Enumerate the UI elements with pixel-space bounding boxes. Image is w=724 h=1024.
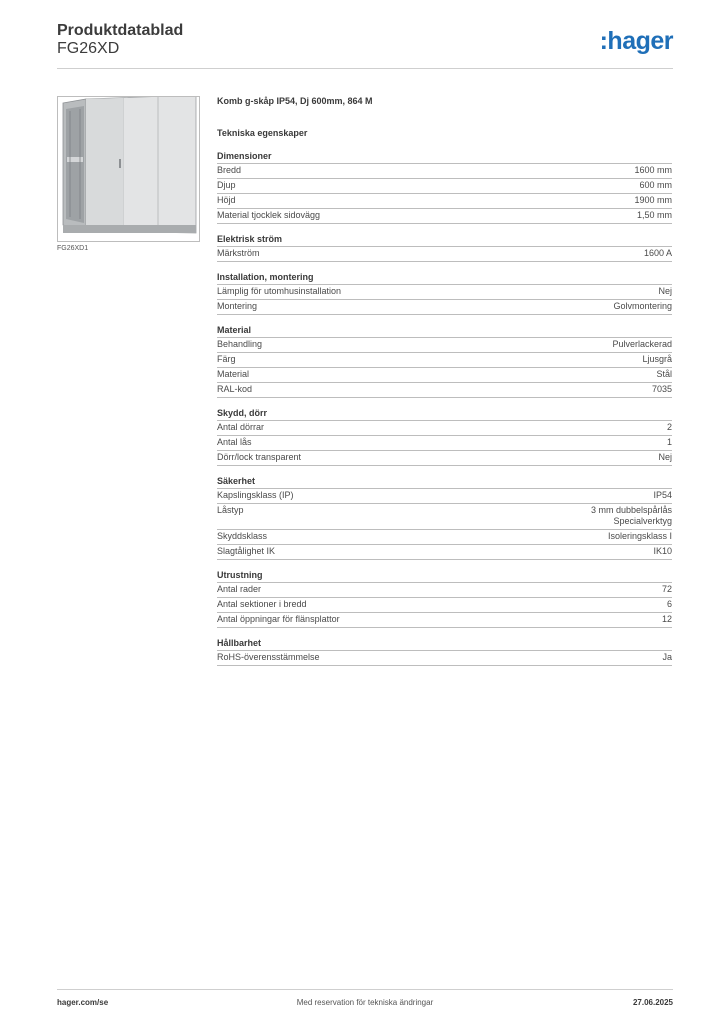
spec-value bbox=[662, 614, 672, 625]
spec-value bbox=[662, 584, 672, 595]
spec-row bbox=[217, 451, 672, 466]
spec-value bbox=[644, 248, 672, 259]
spec-label: Montering bbox=[217, 301, 258, 311]
spec-value-line: Ja bbox=[662, 652, 672, 662]
spec-value bbox=[656, 369, 672, 380]
spec-value bbox=[613, 301, 672, 312]
spec-row bbox=[217, 164, 672, 179]
spec-content bbox=[217, 95, 672, 666]
section-title: Hållbarhet bbox=[217, 638, 672, 651]
spec-value-line: IK10 bbox=[653, 546, 672, 556]
product-description: Komb g-skåp IP54, Dj 600mm, 864 M bbox=[217, 96, 373, 106]
hager-logo: :hager bbox=[599, 27, 673, 55]
technical-properties-heading: Tekniska egenskaper bbox=[217, 128, 308, 138]
spec-label: Material bbox=[217, 369, 250, 379]
spec-label: Djup bbox=[217, 180, 236, 190]
spec-value-line: Nej bbox=[658, 286, 672, 296]
spec-section bbox=[217, 234, 672, 262]
spec-value bbox=[667, 422, 672, 433]
spec-row bbox=[217, 583, 672, 598]
spec-section bbox=[217, 570, 672, 628]
spec-value-line: 1600 mm bbox=[634, 165, 672, 175]
spec-label: Slagtålighet IK bbox=[217, 546, 276, 556]
section-title: Utrustning bbox=[217, 570, 672, 583]
footer-date: 27.06.2025 bbox=[632, 998, 673, 1007]
spec-value bbox=[667, 437, 672, 448]
spec-value-line: 6 bbox=[666, 599, 672, 609]
spec-label: Bredd bbox=[217, 165, 242, 175]
spec-value-line: 7035 bbox=[651, 384, 672, 394]
footer-website[interactable]: hager.com/se bbox=[57, 998, 109, 1007]
spec-row bbox=[217, 504, 672, 530]
spec-value bbox=[652, 384, 672, 395]
spec-section bbox=[217, 272, 672, 315]
spec-value bbox=[662, 652, 672, 663]
section-title: Material bbox=[217, 325, 672, 338]
spec-row bbox=[217, 194, 672, 209]
section-title: Elektrisk ström bbox=[217, 234, 672, 247]
spec-value bbox=[653, 546, 672, 557]
spec-label: Höjd bbox=[217, 195, 236, 205]
spec-value-line: 1900 mm bbox=[634, 195, 672, 205]
spec-value-line: 1600 A bbox=[643, 248, 672, 258]
spec-value bbox=[634, 195, 672, 206]
spec-label: Färg bbox=[217, 354, 236, 364]
spec-row bbox=[217, 179, 672, 194]
spec-value-line: Isoleringsklass I bbox=[607, 531, 672, 541]
spec-label: Skyddsklass bbox=[217, 531, 268, 541]
spec-value bbox=[634, 165, 672, 176]
spec-row bbox=[217, 353, 672, 368]
spec-value-line: 12 bbox=[661, 614, 672, 624]
spec-value-line: 600 mm bbox=[639, 180, 672, 190]
header-divider bbox=[57, 68, 673, 69]
spec-section bbox=[217, 476, 672, 560]
image-caption: FG26XD1 bbox=[57, 245, 89, 252]
spec-label: Märkström bbox=[217, 248, 260, 258]
spec-label: RAL-kod bbox=[217, 384, 253, 394]
cabinet-illustration bbox=[58, 97, 199, 241]
spec-row bbox=[217, 338, 672, 353]
spec-row bbox=[217, 613, 672, 628]
spec-value-line: 2 bbox=[666, 422, 672, 432]
spec-value-line: Stål bbox=[656, 369, 672, 379]
spec-row bbox=[217, 383, 672, 398]
spec-label: Antal dörrar bbox=[217, 422, 265, 432]
spec-section bbox=[217, 151, 672, 224]
spec-label: RoHS-överensstämmelse bbox=[217, 652, 320, 662]
spec-label: Behandling bbox=[217, 339, 263, 349]
spec-value-line: Nej bbox=[658, 452, 672, 462]
spec-row bbox=[217, 209, 672, 224]
spec-value bbox=[642, 354, 672, 365]
spec-value-line: 72 bbox=[661, 584, 672, 594]
spec-value-line: Specialverktyg bbox=[613, 516, 672, 526]
spec-value bbox=[591, 505, 672, 527]
spec-value bbox=[608, 531, 672, 542]
spec-label: Antal lås bbox=[217, 437, 252, 447]
spec-label: Dörr/lock transparent bbox=[217, 452, 302, 462]
spec-label: Antal öppningar för flänsplattor bbox=[217, 614, 340, 624]
product-code: FG26XD bbox=[57, 40, 120, 57]
spec-label: Antal rader bbox=[217, 584, 262, 594]
spec-label: Antal sektioner i bredd bbox=[217, 599, 307, 609]
spec-row bbox=[217, 247, 672, 262]
spec-label: Lämplig för utomhusinstallation bbox=[217, 286, 342, 296]
spec-value-line: 1 bbox=[666, 437, 672, 447]
spec-section bbox=[217, 325, 672, 398]
spec-value-line: 1,50 mm bbox=[636, 210, 672, 220]
spec-row bbox=[217, 530, 672, 545]
spec-label: Kapslingsklass (IP) bbox=[217, 490, 294, 500]
spec-value-line: Ljusgrå bbox=[642, 354, 672, 364]
footer-divider bbox=[57, 989, 673, 990]
spec-label: Låstyp bbox=[217, 505, 244, 515]
spec-section bbox=[217, 638, 672, 666]
spec-value bbox=[653, 490, 672, 501]
document-title: Produktdatablad bbox=[57, 22, 184, 39]
section-title: Säkerhet bbox=[217, 476, 672, 489]
spec-row bbox=[217, 285, 672, 300]
page-header bbox=[57, 20, 673, 70]
spec-row bbox=[217, 598, 672, 613]
spec-row bbox=[217, 368, 672, 383]
spec-value bbox=[639, 180, 672, 191]
spec-label: Material tjocklek sidovägg bbox=[217, 210, 321, 220]
spec-row bbox=[217, 436, 672, 451]
spec-row bbox=[217, 300, 672, 315]
spec-section bbox=[217, 408, 672, 466]
page-footer bbox=[57, 998, 673, 1010]
spec-value bbox=[658, 452, 672, 463]
footer-disclaimer: Med reservation för tekniska ändringar bbox=[296, 998, 434, 1007]
spec-row bbox=[217, 651, 672, 666]
spec-value bbox=[667, 599, 672, 610]
spec-value-line: Golvmontering bbox=[613, 301, 672, 311]
section-title: Dimensioner bbox=[217, 151, 672, 164]
spec-value-line: Pulverlackerad bbox=[612, 339, 672, 349]
section-title: Installation, montering bbox=[217, 272, 672, 285]
spec-value bbox=[637, 210, 672, 221]
spec-row bbox=[217, 545, 672, 560]
spec-value bbox=[658, 286, 672, 297]
spec-sections bbox=[217, 151, 672, 666]
spec-value-line: 3 mm dubbelspårlås bbox=[590, 505, 672, 515]
spec-row bbox=[217, 421, 672, 436]
section-title: Skydd, dörr bbox=[217, 408, 672, 421]
spec-value bbox=[612, 339, 672, 350]
spec-row bbox=[217, 489, 672, 504]
product-image bbox=[57, 96, 200, 242]
spec-value-line: IP54 bbox=[653, 490, 672, 500]
